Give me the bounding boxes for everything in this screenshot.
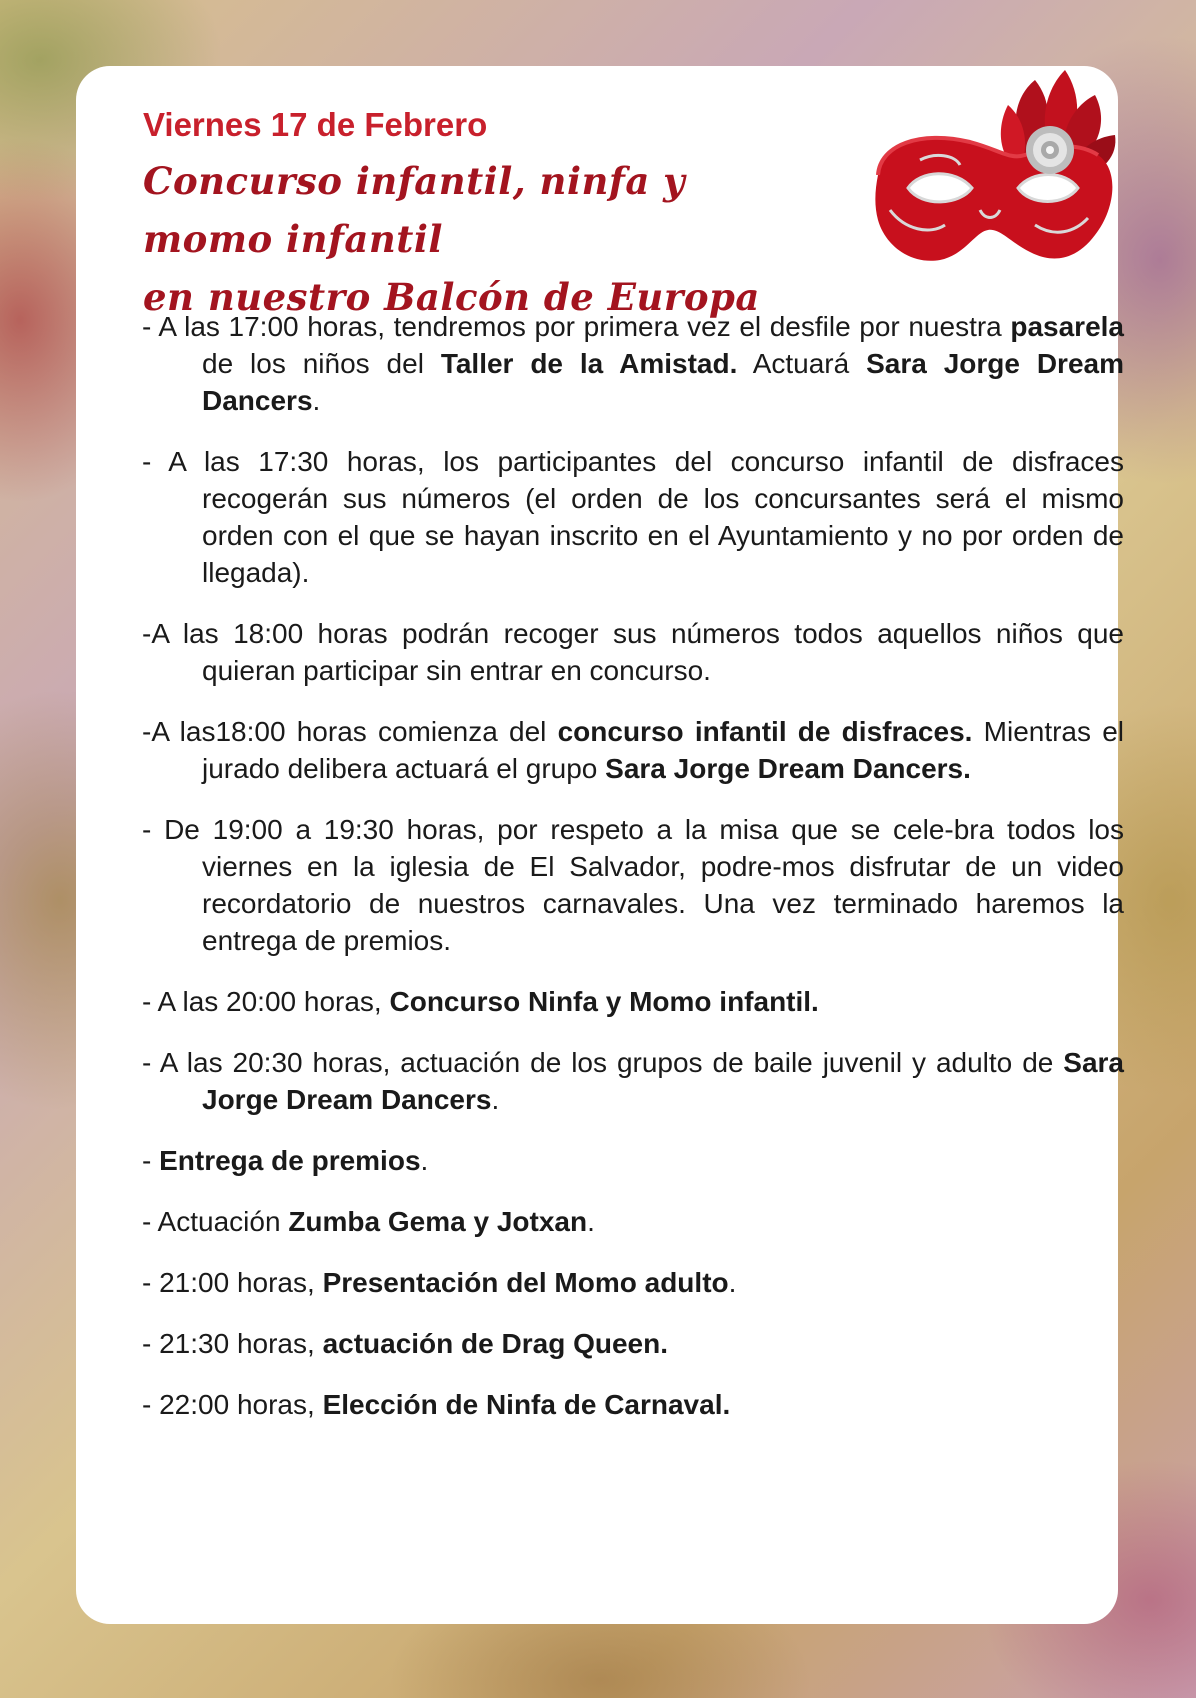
- schedule-item-text: .: [491, 1084, 500, 1115]
- schedule-item-highlight: actuación de Drag Queen.: [322, 1328, 668, 1359]
- schedule-item-highlight: Elección de Ninfa de Carnaval.: [322, 1389, 731, 1420]
- schedule-item: [142, 811, 1124, 959]
- schedule-item: [142, 308, 1124, 419]
- schedule-item-highlight: Taller de la Amistad.: [440, 348, 738, 379]
- schedule-item: [142, 1386, 1124, 1423]
- schedule-item-text: Actuará: [737, 348, 867, 379]
- schedule-item-highlight: Zumba Gema y Jotxan: [288, 1206, 588, 1237]
- schedule-item-text: - De 19:00 a 19:30 horas, por respeto a la misa que se cele-bra todos los viernes en la iglesia de El Salvador, podre-mos disfrutar de un video recordatorio de nuestros carnavales. Una vez terminado haremos la entrega de premios.: [142, 814, 1124, 956]
- schedule-item: [142, 1203, 1124, 1240]
- schedule-item: [142, 983, 1124, 1020]
- schedule-item-highlight: Sara Jorge Dream Dancers: [202, 348, 1124, 416]
- carnival-mask-icon: [860, 60, 1120, 275]
- schedule-item-text: - A las 17:30 horas, los participantes del concurso infantil de disfraces recogerán sus números (el orden de los concursantes será el mismo orden con el que se hayan inscrito en el Ayuntamiento y no por orden de llegada).: [142, 446, 1124, 588]
- schedule-list: [142, 308, 1124, 1447]
- schedule-item-highlight: concurso infantil de disfraces.: [557, 716, 973, 747]
- schedule-item-text: - 21:30 horas,: [142, 1328, 323, 1359]
- schedule-item-text: de los niños del: [202, 348, 441, 379]
- schedule-item-text: -A las 18:00 horas podrán recoger sus números todos aquellos niños que quieran participar sin entrar en concurso.: [142, 618, 1124, 686]
- schedule-item-highlight: Sara Jorge Dream Dancers.: [605, 753, 971, 784]
- schedule-item-text: .: [420, 1145, 429, 1176]
- schedule-item: [142, 443, 1124, 591]
- schedule-item: [142, 1142, 1124, 1179]
- schedule-item-highlight: Entrega de premios: [159, 1145, 421, 1176]
- program-card: [76, 66, 1125, 1624]
- schedule-item-text: -: [142, 1145, 160, 1176]
- schedule-item: [142, 713, 1124, 787]
- schedule-item-highlight: pasarela: [1010, 311, 1124, 342]
- event-title: [143, 152, 783, 326]
- schedule-item-text: - A las 20:00 horas,: [142, 986, 390, 1017]
- schedule-item: [142, 1325, 1124, 1362]
- event-title-line-2: en nuestro Balcón de Europa: [143, 275, 760, 319]
- schedule-item-text: - A las 20:30 horas, actuación de los grupos de baile juvenil y adulto de: [142, 1047, 1064, 1078]
- schedule-item-highlight: Concurso Ninfa y Momo infantil.: [389, 986, 819, 1017]
- schedule-item: [142, 615, 1124, 689]
- schedule-item-text: -A las18:00 horas comienza del: [142, 716, 558, 747]
- schedule-item-text: .: [587, 1206, 595, 1237]
- schedule-item-text: - Actuación: [142, 1206, 289, 1237]
- schedule-item-text: .: [728, 1267, 737, 1298]
- schedule-item-text: - 21:00 horas,: [142, 1267, 323, 1298]
- schedule-item-text: - 22:00 horas,: [142, 1389, 323, 1420]
- schedule-item-text: Mientras el jurado delibera actuará el grupo: [202, 716, 1125, 784]
- schedule-item-highlight: Presentación del Momo adulto: [322, 1267, 729, 1298]
- event-title-line-1: Concurso infantil, ninfa y momo infantil: [143, 159, 686, 261]
- schedule-item-highlight: Sara Jorge Dream Dancers: [202, 1047, 1124, 1115]
- event-date: Viernes 17 de Febrero: [143, 106, 488, 143]
- schedule-item: [142, 1264, 1124, 1301]
- schedule-item: [142, 1044, 1124, 1118]
- schedule-item-text: .: [312, 385, 321, 416]
- schedule-item-text: - A las 17:00 horas, tendremos por primera vez el desfile por nuestra: [142, 311, 1011, 342]
